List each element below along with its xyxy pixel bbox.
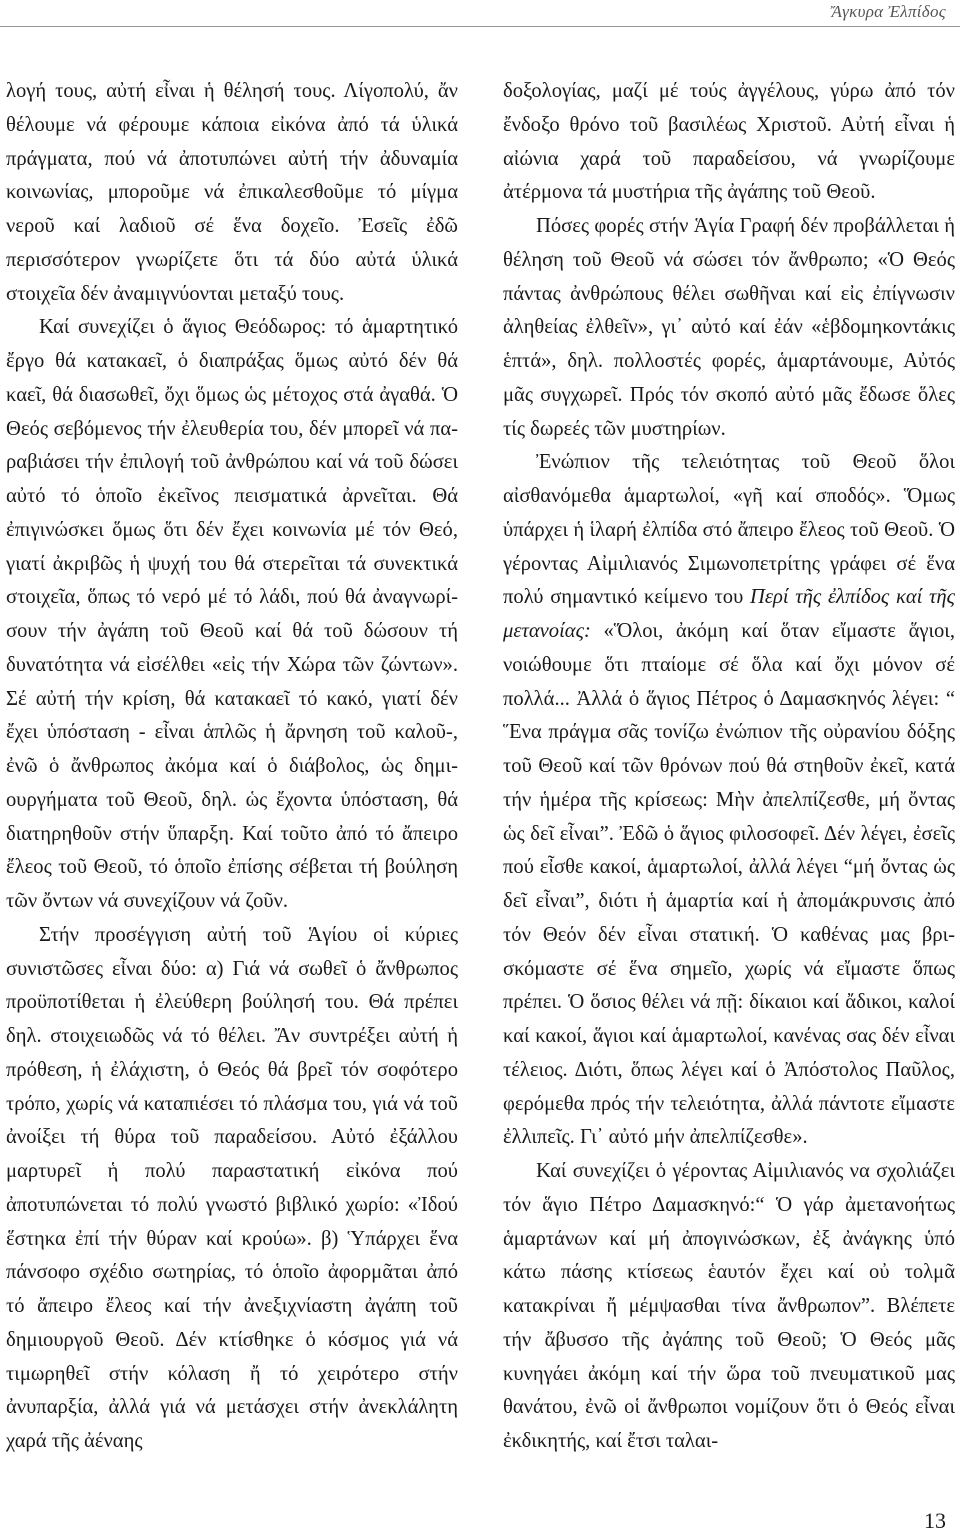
quotation-text: «Ὅλοι, ἀκόμη καί ὅταν εἴμαστε ἅγιοι, νοιώθουμε ὅτι πταίομε σέ ὅλα καί ὄχι μόνον σέ πολλά... Ἀλλά ὁ ἅγιος Πέτρος ὁ Δαμασκηνός λέγει: “ Ἕνα πράγμα σᾶς τονίζω ἐνώπιον τῆς οὐρανίου δόξης τοῦ Θεοῦ καί τῶν θρόνων πού θά στηθοῦν ἐκεῖ, κατά τήν ἡμέρα τῆς κρίσεως: Μὴν ἀπελπίζεσθε, μή ὄντας ὡς δεῖ εἶναι”. Ἐδῶ ὁ ἅγιος φιλοσοφεῖ. Δέν λέγει, ἐσεῖς πού εἶσθε κακοί, ἁμαρτωλοί, ἀλλά λέγει “μή ὄντας ὡς δεῖ εἶναι”, διότι ἡ ἁμαρτία καί ἡ ἀπομάκρυνσις ἀπό τόν Θεόν δέν εἶναι στατική. Ὁ καθένας μας βρισκόμαστε σέ ἕνα σημεῖο, χωρίς νά εἴμαστε ὅπως πρέπει. Ὁ ὅσιος θέλει νά πῇ: δίκαιοι καί ἄδικοι, καλοί καί κακοί, ἅγιοι καί ἁμαρτωλοί, κανένας σας δέν εἶναι τέλειος. Διότι, ὅπως λέγει καί ὁ Ἀπόστολος Παῦλος, φερόμεθα πρός τήν τελειότητα, ἀλλά πάντοτε εἴμαστε ἐλλιπεῖς. Γι᾽ αὐτό μήν ἀπελπίζεσθε». xyxy=(503,620,955,1149)
left-column xyxy=(6,75,458,1459)
paragraph: λογή τους, αὐτή εἶναι ἡ θέλησή τους. Λίγοπολύ, ἄν θέλουμε νά φέρουμε κάποια εἰκόνα ἀπό τά ὑλικά πράγματα, πού νά ἀποτυπώνει αὐτή τήν ἀδυναμία κοινωνίας, μποροῦμε νά ἐπικαλεσθοῦμε τό μίγμα νεροῦ καί λαδιοῦ σέ ἕνα δοχεῖο. Ἐσεῖς ἐδῶ περισσότερον γνωρίζετε ὅτι τά δύο αὐτά ὑλικά στοιχεῖα δέν ἀναμιγνύονται μεταξύ τους. xyxy=(6,80,458,305)
paragraph: Πόσες φορές στήν Ἁγία Γραφή δέν προβάλλεται ἡ θέληση τοῦ Θεοῦ νά σώσει τόν ἄνθρωπο; «Ὁ Θεός πάντας ἀνθρώπους θέλει σωθῆναι καί εἰς ἐπίγνωσιν ἀληθείας ἐλθεῖν», γι᾽ αὐτό καί ἐάν «ἑβδομηκοντάκις ἑπτά», δηλ. πολλοστές φορές, ἁμαρτάνουμε, Αὐτός μᾶς συγχωρεῖ. Πρός τόν σκοπό αὐτό μᾶς ἔδωσε ὅλες τίς δωρεές τῶν μυστηρίων. xyxy=(503,215,955,440)
paragraph xyxy=(503,446,955,1155)
header-rule xyxy=(0,26,960,27)
paragraph: Καί συνεχίζει ὁ ἅγιος Θεόδωρος: τό ἁμαρτητικό ἔργο θά κατακαεῖ, ὁ διαπράξας ὅμως αὐτό δέν θά καεῖ, θά διασωθεῖ, ὄχι ὅμως ὡς μέτοχος στά ἀγαθά. Ὁ Θεός σεβόμενος τήν ἐλευθερία του, δέν μπορεῖ νά παραβιάσει τήν ἐπιλογή τοῦ ἀνθρώπου καί νά τοῦ δώσει αὐτό τό ὁποῖο ἐκεῖνος πεισματικά ἀρνεῖται. Θά ἐπιγινώσκει ὅμως ὅτι δέν ἔχει κοινωνία μέ τόν Θεό, γιατί ἀκριβῶς ἡ ψυχή του θά στερεῖται τά συνεκτικά στοιχεῖα, ὅπως τό νερό μέ τό λάδι, πού θά ἀναγνωρίσουν τήν ἀγάπη τοῦ Θεοῦ καί θά τοῦ δώσουν τή δυνατότητα νά εἰσέλθει «εἰς τήν Χώρα τῶν ζώντων». Σέ αὐτή τήν κρίση, θά κατακαεῖ τό κακό, γιατί δέν ἔχει ὑπόσταση - εἶναι ἁπλῶς ἡ ἄρνηση τοῦ καλοῦ-, ἐνῶ ὁ ἄνθρωπος ἀκόμα καί ὁ διάβολος, ὡς δημιουργήματα τοῦ Θεοῦ, δηλ. ὡς ἔχοντα ὑπόσταση, θά διατηρηθοῦν στήν ὕπαρξη. Καί τοῦτο ἀπό τό ἄπειρο ἔλεος τοῦ Θεοῦ, τό ὁποῖο ἐπίσης σέβεται τή βούληση τῶν ὄντων νά συνεχίζουν νά ζοῦν. xyxy=(6,316,458,912)
paragraph: Στήν προσέγγιση αὐτή τοῦ Ἁγίου οἱ κύριες συνιστῶσες εἶναι δύο: α) Γιά νά σωθεῖ ὁ ἄνθρωπος προϋποτίθεται ἡ ἐλεύθερη βούλησή του. Θά πρέπει δηλ. στοιχειωδῶς νά τό θέλει. Ἄν συντρέξει αὐτή ἡ πρόθεση, ἡ ἐλάχιστη, ὁ Θεός θά βρεῖ τόν σοφότερο τρόπο, χωρίς νά καταπιέσει τό πλάσμα του, γιά νά τοῦ ἀνοίξει τή θύρα τοῦ παραδείσου. Αὐτό ἐξάλλου μαρτυρεῖ ἡ πολύ παραστατική εἰκόνα πού ἀποτυπώνεται τό πολύ γνωστό βιβλικό χωρίο: «Ἰδού ἕστηκα ἐπί τήν θύραν καί κρούω». β) Ὑπάρχει ἕνα πάνσοφο σχέδιο σωτηρίας, τό ὁποῖο ἀφορμᾶται ἀπό τό ἄπειρο ἔλεος καί τήν ἀνεξιχνίαστη ἀγάπη τοῦ δημιουργοῦ Θεοῦ. Δέν κτίσθηκε ὁ κόσμος γιά νά τιμωρηθεῖ στήν κόλαση ἤ τό χειρότερο στήν ἀνυπαρξία, ἀλλά γιά νά μετάσχει στήν ἀνεκλάλητη χαρά τῆς ἀέναης xyxy=(6,923,458,1452)
cited-work-title: Περί τῆς ἐλπίδος καί τῆς μετανοίας: xyxy=(503,586,955,642)
right-column xyxy=(503,75,955,1459)
page-number: 13 xyxy=(924,1508,946,1533)
paragraph: Καί συνεχίζει ὁ γέροντας Αἰμιλιανός να σχολιάζει τόν ἅγιο Πέτρο Δαμασκηνό:“ Ὁ γάρ ἀμετανοήτως ἁμαρτάνων καί μή ἀπογινώσκων, ἐξ ἀνάγκης ὑπό κάτω πάσης κτίσεως ἑαυτόν ἔχει καί οὐ τολμᾶ κατακρίναι ἤ μέμψασθαι τίνα ἄνθρωπον”. Βλέπετε τήν ἄβυσσο τῆς ἀγάπης τοῦ Θεοῦ; Ὁ Θεός μᾶς κυνηγάει ἀκόμη καί τήν ὥρα τοῦ πνευματικοῦ μας θανάτου, ἐνῶ οἱ ἄνθρωποι νομίζουν ὅτι ὁ Θεός εἶναι ἐκδικητής, καί ἔτσι ταλαι- xyxy=(503,1160,955,1452)
running-head: Ἄγκυρα Ἐλπίδος xyxy=(831,2,946,21)
paragraph: δοξολογίας, μαζί μέ τούς ἀγγέλους, γύρω ἀπό τόν ἔνδοξο θρόνο τοῦ βασιλέως Χριστοῦ. Αὐτή εἶναι ἡ αἰώνια χαρά τοῦ παραδείσου, νά γνωρίζουμε ἀτέρμονα τά μυστήρια τῆς ἀγάπης τοῦ Θεοῦ. xyxy=(503,80,955,204)
paragraph-text: Ἐνώπιον τῆς τελειότητας τοῦ Θεοῦ ὅλοι αἰσθανόμεθα ἁμαρτωλοί, «γῆ καί σποδός». Ὅμως ὑπάρχει ἡ ἱλαρή ἐλπίδα στό ἄπειρο ἔλεος τοῦ Θεοῦ. Ὁ γέροντας Αἰμιλιανός Σιμωνοπετρίτης γράφει σέ ἕνα πολύ σημαντικό κείμενο του xyxy=(503,451,955,609)
